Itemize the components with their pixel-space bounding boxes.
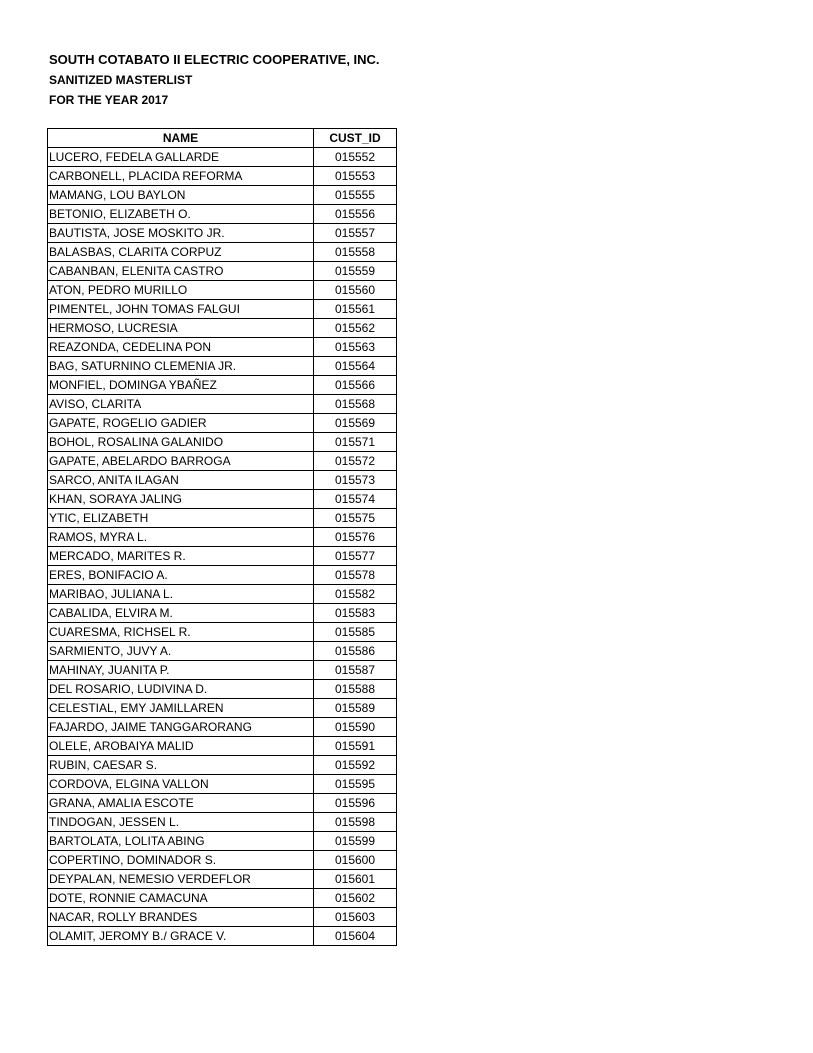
table-row	[48, 357, 397, 376]
customer-id-cell: 015595	[314, 775, 397, 794]
customer-name-cell: FAJARDO, JAIME TANGGARORANG	[48, 718, 314, 737]
table-row	[48, 471, 397, 490]
customer-name-cell: REAZONDA, CEDELINA PON	[48, 338, 314, 357]
customer-name-cell: SARCO, ANITA ILAGAN	[48, 471, 314, 490]
table-row	[48, 737, 397, 756]
customer-name-cell: CABANBAN, ELENITA CASTRO	[48, 262, 314, 281]
customer-name-cell: ATON, PEDRO MURILLO	[48, 281, 314, 300]
customer-name-cell: AVISO, CLARITA	[48, 395, 314, 414]
document-subtitle: SANITIZED MASTERLIST	[49, 73, 193, 87]
table-row	[48, 680, 397, 699]
customer-id-cell: 015582	[314, 585, 397, 604]
table-row	[48, 414, 397, 433]
table-row	[48, 186, 397, 205]
customer-id-cell: 015559	[314, 262, 397, 281]
customer-name-cell: LUCERO, FEDELA GALLARDE	[48, 148, 314, 167]
table-row	[48, 205, 397, 224]
cust-id-column-header: CUST_ID	[314, 129, 397, 148]
customer-name-cell: BOHOL, ROSALINA GALANIDO	[48, 433, 314, 452]
customer-id-cell: 015592	[314, 756, 397, 775]
masterlist-table	[47, 128, 397, 946]
table-row	[48, 490, 397, 509]
table-row	[48, 585, 397, 604]
table-row	[48, 566, 397, 585]
customer-id-cell: 015585	[314, 623, 397, 642]
customer-id-cell: 015599	[314, 832, 397, 851]
table-row	[48, 832, 397, 851]
customer-id-cell: 015578	[314, 566, 397, 585]
table-row	[48, 813, 397, 832]
customer-name-cell: DEL ROSARIO, LUDIVINA D.	[48, 680, 314, 699]
table-row	[48, 889, 397, 908]
customer-name-cell: BAUTISTA, JOSE MOSKITO JR.	[48, 224, 314, 243]
table-row	[48, 224, 397, 243]
customer-name-cell: CUARESMA, RICHSEL R.	[48, 623, 314, 642]
customer-id-cell: 015596	[314, 794, 397, 813]
customer-id-cell: 015573	[314, 471, 397, 490]
customer-id-cell: 015589	[314, 699, 397, 718]
table-row	[48, 756, 397, 775]
customer-name-cell: COPERTINO, DOMINADOR S.	[48, 851, 314, 870]
customer-name-cell: RAMOS, MYRA L.	[48, 528, 314, 547]
table-row	[48, 167, 397, 186]
table-row	[48, 794, 397, 813]
customer-id-cell: 015575	[314, 509, 397, 528]
customer-id-cell: 015587	[314, 661, 397, 680]
customer-name-cell: GAPATE, ABELARDO BARROGA	[48, 452, 314, 471]
customer-id-cell: 015602	[314, 889, 397, 908]
table-row	[48, 604, 397, 623]
customer-id-cell: 015558	[314, 243, 397, 262]
customer-name-cell: CARBONELL, PLACIDA REFORMA	[48, 167, 314, 186]
year-line: FOR THE YEAR 2017	[49, 93, 169, 107]
customer-name-cell: MARIBAO, JULIANA L.	[48, 585, 314, 604]
customer-name-cell: DOTE, RONNIE CAMACUNA	[48, 889, 314, 908]
customer-name-cell: PIMENTEL, JOHN TOMAS FALGUI	[48, 300, 314, 319]
document-header	[49, 50, 380, 110]
customer-name-cell: TINDOGAN, JESSEN L.	[48, 813, 314, 832]
customer-name-cell: CELESTIAL, EMY JAMILLAREN	[48, 699, 314, 718]
customer-name-cell: BALASBAS, CLARITA CORPUZ	[48, 243, 314, 262]
table-row	[48, 718, 397, 737]
table-row	[48, 243, 397, 262]
customer-id-cell: 015571	[314, 433, 397, 452]
table-row	[48, 376, 397, 395]
customer-id-cell: 015566	[314, 376, 397, 395]
table-row	[48, 775, 397, 794]
customer-id-cell: 015598	[314, 813, 397, 832]
table-row	[48, 319, 397, 338]
name-column-header: NAME	[48, 129, 314, 148]
table-row	[48, 661, 397, 680]
table-row	[48, 281, 397, 300]
customer-name-cell: DEYPALAN, NEMESIO VERDEFLOR	[48, 870, 314, 889]
customer-id-cell: 015604	[314, 927, 397, 946]
customer-name-cell: OLELE, AROBAIYA MALID	[48, 737, 314, 756]
customer-id-cell: 015562	[314, 319, 397, 338]
customer-id-cell: 015588	[314, 680, 397, 699]
customer-name-cell: RUBIN, CAESAR S.	[48, 756, 314, 775]
table-row	[48, 699, 397, 718]
company-title: SOUTH COTABATO II ELECTRIC COOPERATIVE, INC.	[49, 52, 380, 67]
customer-id-cell: 015557	[314, 224, 397, 243]
customer-id-cell: 015583	[314, 604, 397, 623]
customer-name-cell: OLAMIT, JEROMY B./ GRACE V.	[48, 927, 314, 946]
table-row	[48, 395, 397, 414]
customer-name-cell: GRANA, AMALIA ESCOTE	[48, 794, 314, 813]
customer-name-cell: BARTOLATA, LOLITA ABING	[48, 832, 314, 851]
customer-id-cell: 015555	[314, 186, 397, 205]
customer-name-cell: MAMANG, LOU BAYLON	[48, 186, 314, 205]
customer-id-cell: 015603	[314, 908, 397, 927]
customer-id-cell: 015556	[314, 205, 397, 224]
customer-id-cell: 015590	[314, 718, 397, 737]
table-row	[48, 452, 397, 471]
table-row	[48, 642, 397, 661]
table-row	[48, 148, 397, 167]
table-row	[48, 509, 397, 528]
table-row	[48, 547, 397, 566]
customer-name-cell: NACAR, ROLLY BRANDES	[48, 908, 314, 927]
customer-name-cell: SARMIENTO, JUVY A.	[48, 642, 314, 661]
customer-name-cell: CORDOVA, ELGINA VALLON	[48, 775, 314, 794]
customer-id-cell: 015563	[314, 338, 397, 357]
customer-id-cell: 015576	[314, 528, 397, 547]
customer-name-cell: ERES, BONIFACIO A.	[48, 566, 314, 585]
customer-id-cell: 015564	[314, 357, 397, 376]
customer-name-cell: MERCADO, MARITES R.	[48, 547, 314, 566]
customer-id-cell: 015569	[314, 414, 397, 433]
table-row	[48, 851, 397, 870]
customer-id-cell: 015572	[314, 452, 397, 471]
customer-name-cell: CABALIDA, ELVIRA M.	[48, 604, 314, 623]
customer-id-cell: 015553	[314, 167, 397, 186]
customer-name-cell: BAG, SATURNINO CLEMENIA JR.	[48, 357, 314, 376]
table-row	[48, 262, 397, 281]
customer-id-cell: 015601	[314, 870, 397, 889]
table-row	[48, 870, 397, 889]
customer-name-cell: HERMOSO, LUCRESIA	[48, 319, 314, 338]
customer-id-cell: 015577	[314, 547, 397, 566]
table-row	[48, 927, 397, 946]
table-body	[48, 148, 397, 946]
customer-name-cell: GAPATE, ROGELIO GADIER	[48, 414, 314, 433]
customer-name-cell: BETONIO, ELIZABETH O.	[48, 205, 314, 224]
customer-name-cell: KHAN, SORAYA JALING	[48, 490, 314, 509]
customer-id-cell: 015560	[314, 281, 397, 300]
customer-id-cell: 015561	[314, 300, 397, 319]
table-row	[48, 433, 397, 452]
table-row	[48, 528, 397, 547]
customer-name-cell: MAHINAY, JUANITA P.	[48, 661, 314, 680]
customer-id-cell: 015600	[314, 851, 397, 870]
table-row	[48, 623, 397, 642]
table-row	[48, 908, 397, 927]
table-header-row	[48, 129, 397, 148]
customer-name-cell: YTIC, ELIZABETH	[48, 509, 314, 528]
customer-id-cell: 015591	[314, 737, 397, 756]
customer-name-cell: MONFIEL, DOMINGA YBAÑEZ	[48, 376, 314, 395]
customer-id-cell: 015574	[314, 490, 397, 509]
table-row	[48, 300, 397, 319]
customer-id-cell: 015568	[314, 395, 397, 414]
customer-id-cell: 015552	[314, 148, 397, 167]
table-row	[48, 338, 397, 357]
customer-id-cell: 015586	[314, 642, 397, 661]
